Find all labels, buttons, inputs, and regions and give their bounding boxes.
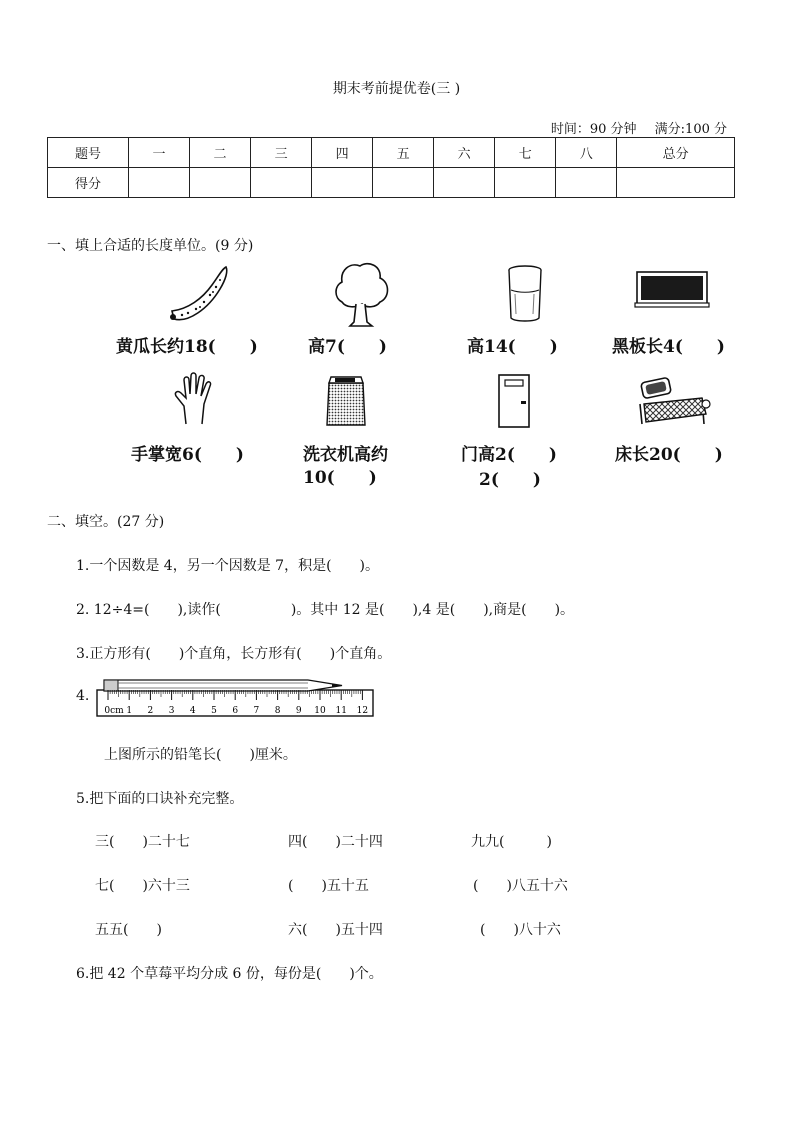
blackboard-icon — [634, 270, 710, 310]
ruler-tick-label: 4 — [189, 706, 196, 716]
door-height-label-2: 2( ) — [479, 470, 541, 490]
col-8: 八 — [556, 138, 617, 168]
question-5: 5.把下面的口诀补充完整。 — [76, 791, 244, 807]
cucumber-length-label: 黄瓜长约18( ) — [116, 337, 258, 357]
ruler-tick-label: 8 — [274, 706, 281, 716]
blackboard-length-label: 黑板长4( ) — [612, 337, 725, 357]
bed-icon — [632, 374, 714, 426]
score-cell[interactable] — [495, 168, 556, 198]
rhyme-1-1: 三( )二十七 — [95, 834, 190, 850]
ruler-tick-label: 9 — [295, 706, 302, 716]
col-5: 五 — [373, 138, 434, 168]
rhyme-2-3: ( )八五十六 — [473, 878, 568, 894]
ruler-tick-label: 5 — [211, 706, 217, 716]
rhyme-3-1: 五五( ) — [95, 922, 162, 938]
ruler-tick-label: 2 — [147, 706, 154, 716]
rhyme-2-2: ( )五十五 — [288, 878, 369, 894]
ruler-with-pencil — [96, 676, 376, 718]
col-total: 总分 — [617, 138, 735, 168]
door-icon — [497, 373, 531, 429]
bed-length-label: 床长20( ) — [615, 445, 723, 465]
ruler-tick-label: 11 — [335, 706, 347, 716]
washer-height-label-2: 10( ) — [303, 468, 377, 488]
score-table-score-row — [48, 168, 735, 198]
hand-icon — [172, 372, 216, 426]
question-4-text: 上图所示的铅笔长( )厘米。 — [104, 747, 297, 763]
col-7: 七 — [495, 138, 556, 168]
rhyme-1-3: 九九( ) — [471, 834, 552, 850]
score-cell[interactable] — [434, 168, 495, 198]
tree-icon — [332, 260, 390, 328]
score-cell[interactable] — [556, 168, 617, 198]
time-limit: 时间：90 分钟 — [550, 122, 637, 137]
washing-machine-icon — [325, 375, 367, 427]
rhyme-1-2: 四( )二十四 — [288, 834, 383, 850]
rhyme-2-1: 七( )六十三 — [95, 878, 190, 894]
palm-width-label: 手掌宽6( ) — [131, 445, 244, 465]
score-cell[interactable] — [312, 168, 373, 198]
cucumber-icon — [168, 265, 232, 327]
rhyme-3-2: 六( )五十四 — [288, 922, 383, 938]
tree-height-label: 高7( ) — [308, 337, 387, 357]
ruler-tick-label: 1 — [126, 706, 133, 716]
page-title: 期末考前提优卷(三 ) — [332, 81, 461, 97]
question-6: 6.把 42 个草莓平均分成 6 份，每份是( )个。 — [76, 966, 383, 982]
ruler-tick-label: 12 — [356, 706, 369, 716]
score-cell[interactable] — [617, 168, 735, 198]
glass-icon — [505, 264, 545, 324]
question-1: 1.一个因数是 4，另一个因数是 7，积是( )。 — [76, 558, 379, 574]
full-score: 满分:100 分 — [654, 122, 727, 137]
ruler-tick-label: 6 — [232, 706, 239, 716]
door-height-label: 门高2( ) — [461, 445, 557, 465]
row-header-score: 得分 — [48, 168, 129, 198]
col-2: 二 — [190, 138, 251, 168]
section1-heading: 一、填上合适的长度单位。(9 分) — [47, 238, 254, 254]
question-3: 3.正方形有( )个直角，长方形有( )个直角。 — [76, 646, 392, 662]
section2-heading: 二、填空。(27 分) — [47, 514, 165, 530]
question-4-number: 4. — [76, 688, 90, 704]
col-1: 一 — [129, 138, 190, 168]
question-2: 2. 12÷4=( ),读作( )。其中 12 是( ),4 是( ),商是( )。 — [76, 602, 575, 618]
score-table-header-row — [48, 138, 735, 168]
score-cell[interactable] — [373, 168, 434, 198]
col-4: 四 — [312, 138, 373, 168]
ruler-tick-label: 7 — [253, 706, 260, 716]
row-header-number: 题号 — [48, 138, 129, 168]
ruler-tick-label: 0cm — [104, 706, 124, 716]
score-cell[interactable] — [129, 168, 190, 198]
col-3: 三 — [251, 138, 312, 168]
score-cell[interactable] — [190, 168, 251, 198]
exam-meta — [537, 118, 727, 137]
pencil-icon — [104, 680, 342, 691]
col-6: 六 — [434, 138, 495, 168]
glass-height-label: 高14( ) — [467, 337, 558, 357]
score-table — [47, 137, 735, 198]
rhyme-3-3: ( )八十六 — [480, 922, 561, 938]
ruler-tick-label: 3 — [168, 706, 175, 716]
washer-height-label: 洗衣机高约 — [303, 445, 388, 465]
ruler-tick-label: 10 — [314, 706, 326, 716]
score-cell[interactable] — [251, 168, 312, 198]
